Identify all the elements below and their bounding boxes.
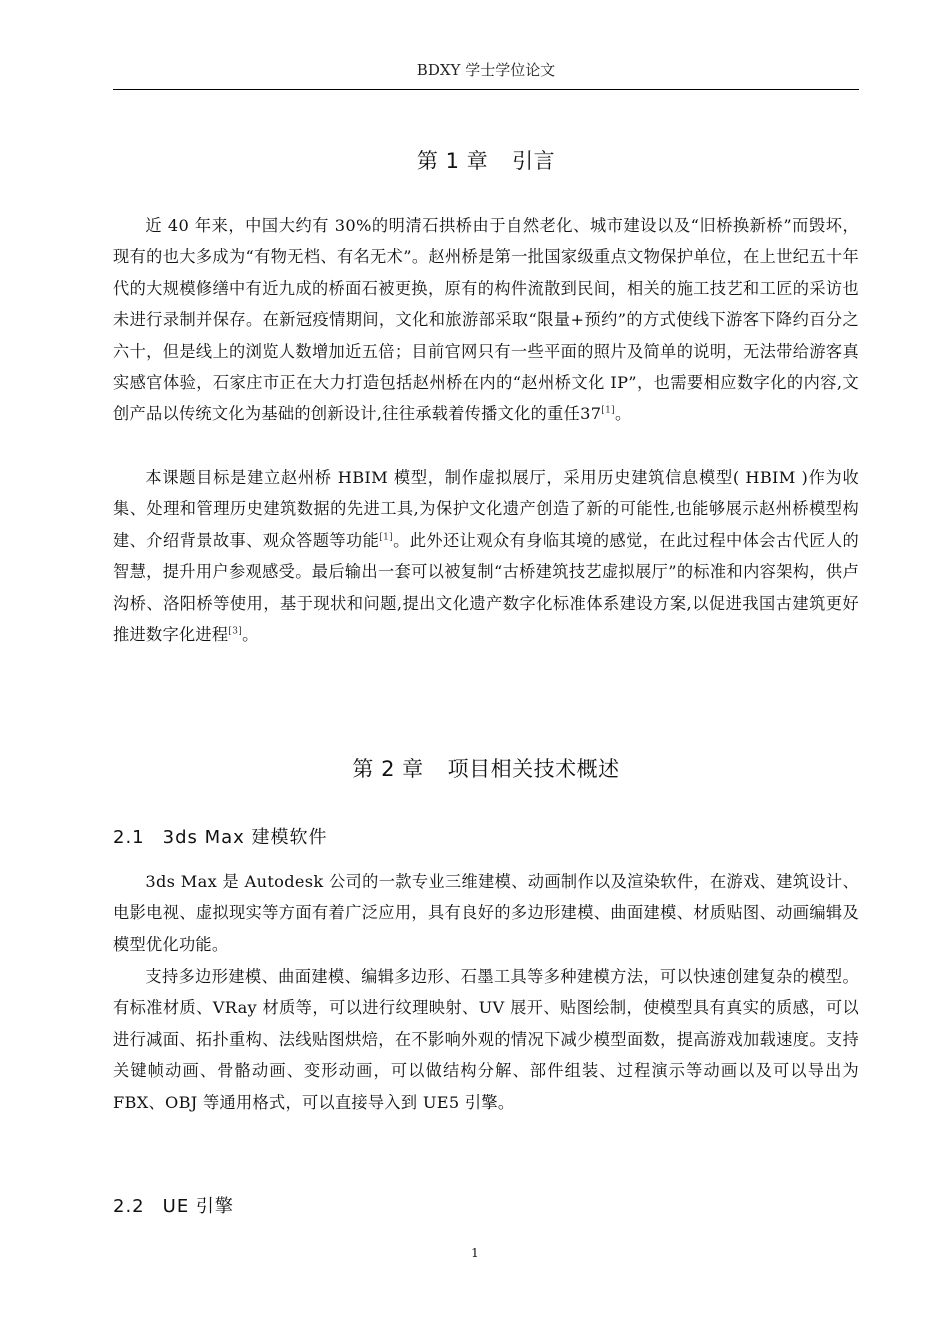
paragraph-text: 支持多边形建模、曲面建模、编辑多边形、石墨工具等多种建模方法，可以快速创建复杂的模型。有标准材质、VRay 材质等，可以进行纹理映射、UV 展开、贴图绘制，使模型具有真实的质感，可以进行减面、拓扑重构、法线贴图烘焙，在不影响外观的情况下减少模型面数，提高游戏加载速度。支持关键帧动画、骨骼动画、变形动画，可以做结构分解、部件组装、过程演示等动画以及可以导出为 FBX、OBJ 等通用格式，可以直接导入到 UE5 引擎。 bbox=[113, 967, 859, 1112]
section-title: 3ds Max 建模软件 bbox=[162, 827, 328, 848]
paragraph-text: 近 40 年来，中国大约有 30%的明清石拱桥由于自然老化、城市建设以及“旧桥换新桥”而毁坏，现有的也大多成为“有物无档、有名无术”。赵州桥是第一批国家级重点文物保护单位，在上世纪五十年代的大规模修缮中有近九成的桥面石被更换，原有的构件流散到民间，相关的施工技艺和工匠的采访也未进行录制并保存。在新冠疫情期间，文化和旅游部采取“限量+预约”的方式使线下游客下降约百分之六十，但是线上的浏览人数增加近五倍；目前官网只有一些平面的照片及简单的说明，无法带给游客真实感官体验，石家庄市正在大力打造包括赵州桥在内的“赵州桥文化 IP”，也需要相应数字化的内容,文创产品以传统文化为基础的创新设计,往往承载着传播文化的重任37 bbox=[113, 216, 859, 424]
citation: [3] bbox=[228, 626, 243, 637]
section-2-1-heading bbox=[113, 825, 328, 851]
section-number: 2.1 bbox=[113, 827, 145, 848]
paragraph-text: 。此外还让观众有身临其境的感觉，在此过程中体会古代匠人的智慧，提升用户参观感受。最后输出一套可以被复制“古桥建筑技艺虚拟展厅”的标准和内容架构，供卢沟桥、洛阳桥等使用，基于现状和问题,提出文化遗产数字化标准体系建设方案,以促进我国古建筑更好推进数字化进程 bbox=[113, 530, 859, 645]
chapter-title: 引言 bbox=[512, 149, 556, 173]
chapter-title: 项目相关技术概述 bbox=[447, 757, 620, 781]
chapter-1-paragraph-1 bbox=[113, 210, 859, 430]
citation: [1] bbox=[379, 532, 393, 543]
section-2-1-paragraph-1 bbox=[113, 866, 859, 960]
chapter-number: 第 1 章 bbox=[416, 149, 489, 173]
chapter-1-paragraph-2 bbox=[113, 462, 859, 650]
section-2-2-heading bbox=[113, 1194, 234, 1220]
running-header: BDXY 学士学位论文 bbox=[416, 61, 556, 79]
citation: [1] bbox=[601, 406, 615, 417]
chapter-2-heading bbox=[113, 754, 859, 784]
chapter-1-heading bbox=[113, 146, 859, 176]
paragraph-text: 本课题目标是建立赵州桥 HBIM 模型，制作虚拟展厅，采用历史建筑信息模型( HBIM )作为收集、处理和管理历史建筑数据的先进工具,为保护文化遗产创造了新的可能性,也能够展示赵州桥模型构建、介绍背景故事、观众答题等功能 bbox=[113, 468, 859, 550]
chapter-number: 第 2 章 bbox=[352, 757, 424, 781]
header-divider bbox=[113, 89, 859, 90]
section-number: 2.2 bbox=[113, 1196, 145, 1217]
paragraph-text: 3ds Max 是 Autodesk 公司的一款专业三维建模、动画制作以及渲染软件，在游戏、建筑设计、电影电视、虚拟现实等方面有着广泛应用，具有良好的多边形建模、曲面建模、材质贴图、动画编辑及模型优化功能。 bbox=[113, 872, 859, 954]
paragraph-end: 。 bbox=[614, 404, 632, 424]
paragraph-end: 。 bbox=[242, 625, 259, 645]
section-2-1-paragraph-2 bbox=[113, 961, 859, 1118]
page-number: 1 bbox=[471, 1246, 479, 1260]
section-title: UE 引擎 bbox=[162, 1196, 234, 1217]
